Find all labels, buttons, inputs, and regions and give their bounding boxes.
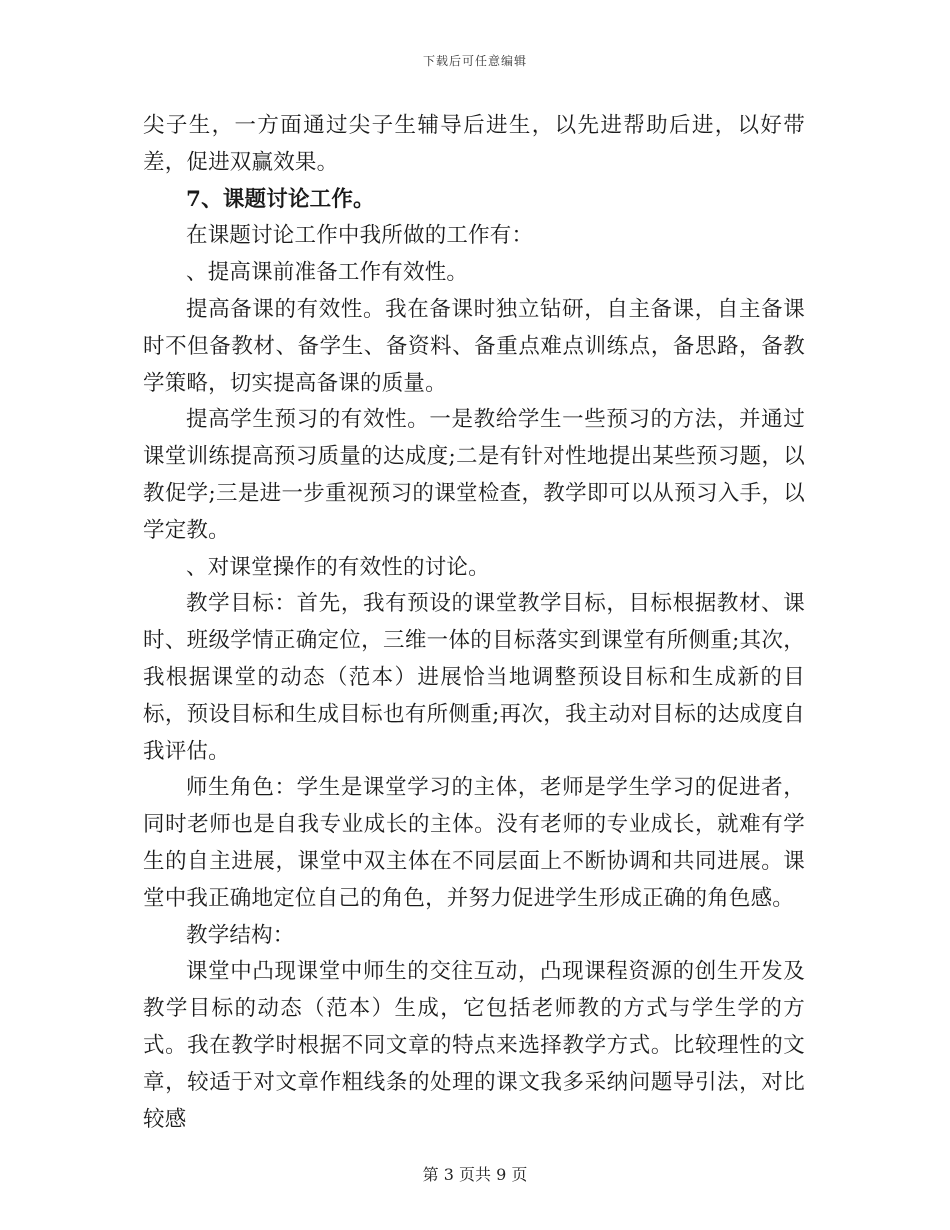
page-footer: 第 3 页共 9 页 [422, 1165, 528, 1184]
paragraph-6: 、对课堂操作的有效性的讨论。 [186, 554, 490, 580]
paragraph-2: 在课题讨论工作中我所做的工作有： [186, 223, 534, 249]
paragraph-1: 尖子生，一方面通过尖子生辅导后进生，以先进帮助后进，以好带差，促进双赢效果。 [143, 113, 805, 175]
paragraph-3: 、提高课前准备工作有效性。 [186, 260, 469, 286]
section-heading: 7、课题讨论工作。 [186, 186, 375, 212]
paragraph-7: 教学目标：首先，我有预设的课堂教学目标，目标根据教材、课时、班级学情正确定位，三维一体的目标落实到课堂有所侧重;其次，我根据课堂的动态（范本）进展恰当地调整预设目标和生成新的目标，预设目标和生成目标也有所侧重;再次，我主动对目标的达成度自我评估。 [143, 591, 805, 764]
page-header: 下载后可任意编辑 [422, 54, 527, 68]
paragraph-4: 提高备课的有效性。我在备课时独立钻研，自主备课，自主备课时不但备教材、备学生、备资料、备重点难点训练点，备思路，备教学策略，切实提高备课的质量。 [143, 296, 805, 396]
paragraph-8: 师生角色：学生是课堂学习的主体，老师是学生学习的促进者，同时老师也是自我专业成长的主体。没有老师的专业成长，就难有学生的自主进展，课堂中双主体在不同层面上不断协调和共同进展。课堂中我正确地定位自己的角色，并努力促进学生形成正确的角色感。 [143, 775, 805, 911]
document-body [143, 108, 805, 1138]
paragraph-9: 教学结构： [186, 922, 295, 948]
paragraph-10: 课堂中凸现课堂中师生的交往互动，凸现课程资源的创生开发及教学目标的动态（范本）生成，它包括老师教的方式与学生学的方式。我在教学时根据不同文章的特点来选择教学方式。比较理性的文章，较适于对文章作粗线条的处理的课文我多采纳问题导引法，对比较感 [143, 959, 805, 1132]
paragraph-5: 提高学生预习的有效性。一是教给学生一些预习的方法，并通过课堂训练提高预习质量的达成度;二是有针对性地提出某些预习题，以教促学;三是进一步重视预习的课堂检查，教学即可以从预习入手，以学定教。 [143, 407, 805, 543]
